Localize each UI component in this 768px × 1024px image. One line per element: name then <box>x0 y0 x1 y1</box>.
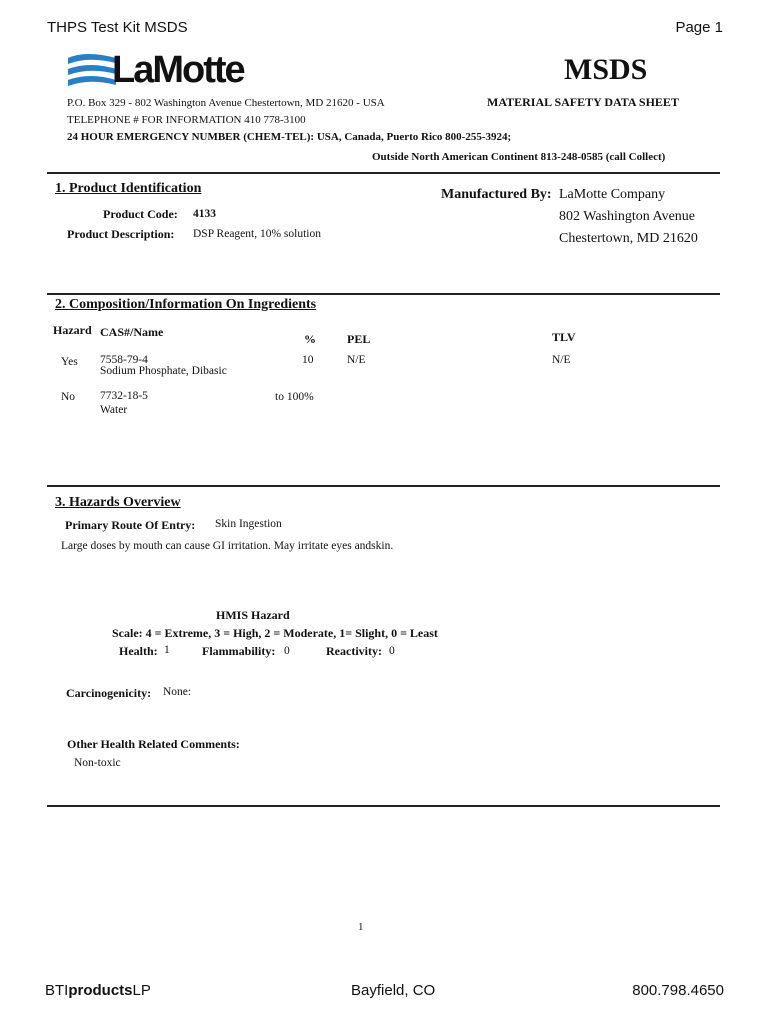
row-name: Sodium Phosphate, Dibasic <box>100 365 227 377</box>
footer-brand-prefix: BTI <box>45 982 69 999</box>
logo-waves-icon <box>66 52 118 92</box>
reactivity-value: 0 <box>389 645 395 657</box>
product-desc-value: DSP Reagent, 10% solution <box>193 228 321 240</box>
divider <box>47 805 720 807</box>
product-code-label: Product Code: <box>103 207 178 221</box>
row-tlv: N/E <box>552 354 571 366</box>
col-header-tlv: TLV <box>552 330 576 344</box>
other-comments-value: Non-toxic <box>74 757 121 769</box>
divider <box>47 485 720 487</box>
contact-emergency: 24 HOUR EMERGENCY NUMBER (CHEM-TEL): USA, Canada, Puerto Rico 800-255-3924; <box>67 131 512 143</box>
contact-outside: Outside North American Continent 813-248-0585 (call Collect) <box>372 151 666 163</box>
manufactured-by-label: Manufactured By: <box>441 187 552 202</box>
hmis-scale: Scale: 4 = Extreme, 3 = High, 2 = Moderate, 1= Slight, 0 = Least <box>112 626 438 640</box>
section2-title: 2. Composition/Information On Ingredients <box>55 297 317 312</box>
contact-address: P.O. Box 329 - 802 Washington Avenue Chestertown, MD 21620 - USA <box>67 97 385 109</box>
page-number-footer: 1 <box>358 921 364 933</box>
health-label: Health: <box>119 644 158 658</box>
section3-title: 3. Hazards Overview <box>55 495 181 510</box>
document-subtitle: MATERIAL SAFETY DATA SHEET <box>487 95 679 109</box>
contact-telephone: TELEPHONE # FOR INFORMATION 410 778-3100 <box>67 114 306 126</box>
other-comments-label: Other Health Related Comments: <box>67 737 240 751</box>
footer-brand-suffix: LP <box>132 982 151 999</box>
page-header-title: THPS Test Kit MSDS <box>47 19 188 36</box>
lamotte-logo <box>66 49 282 92</box>
hmis-title: HMIS Hazard <box>216 608 290 622</box>
logo-text: LaMotte <box>112 49 244 91</box>
divider <box>47 293 720 295</box>
flammability-label: Flammability: <box>202 644 276 658</box>
col-header-pel: PEL <box>347 332 371 346</box>
footer-brand-bold: products <box>68 982 133 999</box>
product-desc-label: Product Description: <box>67 227 175 241</box>
divider <box>47 172 720 174</box>
col-header-percent: % <box>304 332 316 346</box>
carcinogenicity-value: None: <box>163 686 192 698</box>
manufacturer-city: Chestertown, MD 21620 <box>559 231 698 246</box>
hazard-description: Large doses by mouth can cause GI irritation. May irritate eyes andskin. <box>61 540 394 552</box>
row-percent: to 100% <box>275 391 314 403</box>
row-percent: 10 <box>302 354 314 366</box>
manufacturer-name: LaMotte Company <box>559 187 666 202</box>
carcinogenicity-label: Carcinogenicity: <box>66 686 152 700</box>
footer-phone: 800.798.4650 <box>632 982 724 999</box>
page-number-header: Page 1 <box>675 19 723 36</box>
col-header-cas: CAS#/Name <box>100 325 164 339</box>
footer-brand <box>45 982 151 999</box>
product-code-value: 4133 <box>193 208 216 220</box>
row-cas: 7558-79-4 <box>100 354 148 366</box>
row-hazard: No <box>61 391 76 403</box>
route-label: Primary Route Of Entry: <box>65 518 196 532</box>
section1-title: 1. Product Identification <box>55 181 202 196</box>
document-title: MSDS <box>564 53 648 86</box>
col-header-hazard: Hazard <box>53 323 92 337</box>
footer-location: Bayfield, CO <box>351 982 436 999</box>
health-value: 1 <box>164 644 170 656</box>
row-cas: 7732-18-5 <box>100 390 148 402</box>
reactivity-label: Reactivity: <box>326 644 382 658</box>
flammability-value: 0 <box>284 645 290 657</box>
manufacturer-street: 802 Washington Avenue <box>559 209 696 224</box>
route-value: Skin Ingestion <box>215 518 282 530</box>
row-pel: N/E <box>347 354 366 366</box>
row-name: Water <box>100 404 128 416</box>
row-hazard: Yes <box>61 356 78 368</box>
